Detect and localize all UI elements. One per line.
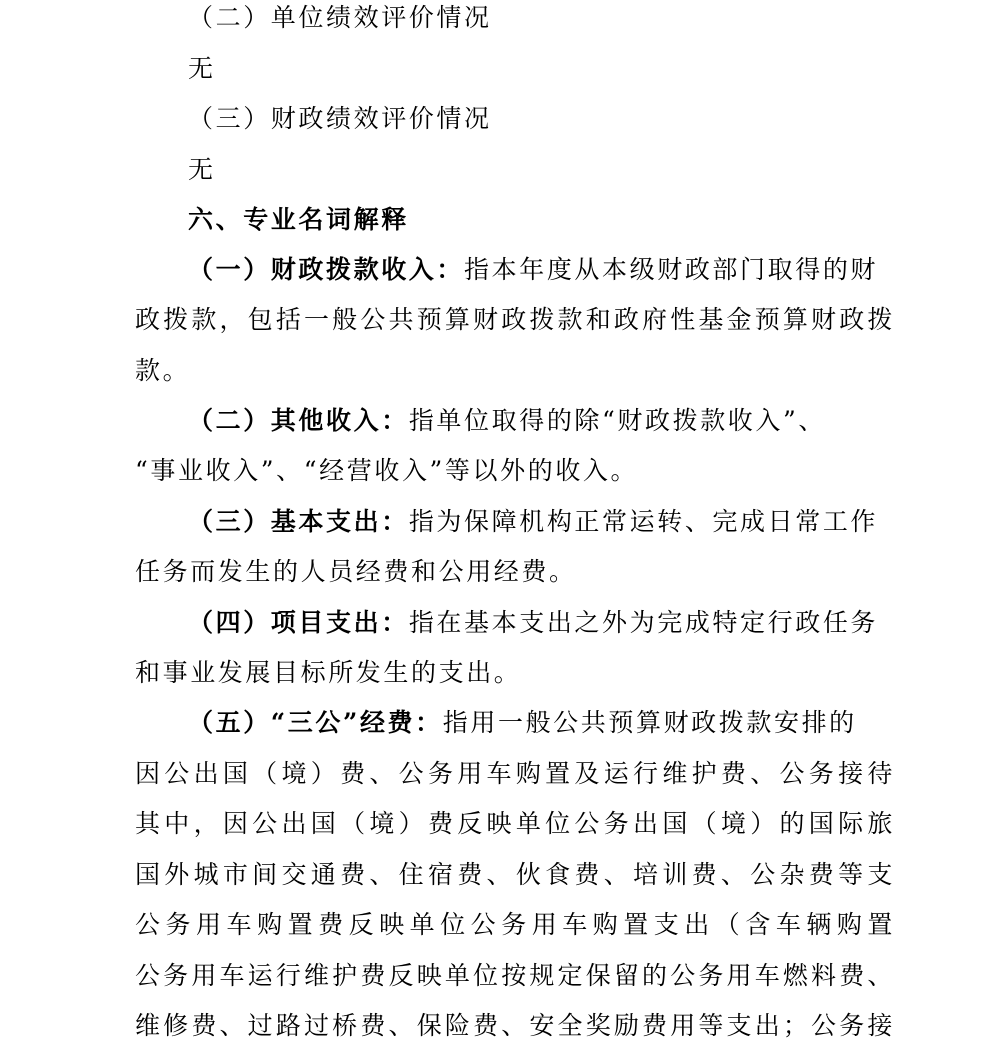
term-basic-expenditure-line-2: 任务而发生的人员经费和公用经费。 <box>135 557 577 586</box>
term-text: 指在基本支出之外为完成特定行政任务 <box>408 608 879 637</box>
term-three-public-expenses-line-2: 因公出国（境）费、公务用车购置及运行维护费、公务接待 <box>135 759 895 788</box>
section-body-fiscal-performance: 无 <box>188 155 216 184</box>
term-project-expenditure-line-2: 和事业发展目标所发生的支出。 <box>135 658 522 687</box>
term-text: 指为保障机构正常运转、完成日常工作 <box>408 507 879 536</box>
section-body-unit-performance: 无 <box>188 54 216 83</box>
term-three-public-expenses-line-7: 维修费、过路过桥费、保险费、安全奖励费用等支出；公务接 <box>135 1011 895 1040</box>
term-text: 指用一般公共预算财政拨款安排的 <box>442 708 857 737</box>
term-other-income-line-1 <box>188 404 895 438</box>
term-label: （三）基本支出： <box>188 507 409 536</box>
term-label: （四）项目支出： <box>188 608 409 637</box>
term-fiscal-appropriation-line-1 <box>188 253 895 287</box>
section-heading-unit-performance: （二）单位绩效评价情况 <box>188 3 492 32</box>
term-label: （五）“三公”经费： <box>188 708 443 737</box>
term-three-public-expenses-line-6: 公务用车运行维护费反映单位按规定保留的公务用车燃料费、 <box>135 961 895 990</box>
term-three-public-expenses-line-3: 其中，因公出国（境）费反映单位公务出国（境）的国际旅 <box>135 809 895 838</box>
section-heading-glossary: 六、专业名词解释 <box>188 205 409 234</box>
term-label: （二）其他收入： <box>188 406 409 435</box>
term-three-public-expenses-line-5: 公务用车购置费反映单位公务用车购置支出（含车辆购置 <box>135 910 895 939</box>
term-other-income-line-2: “事业收入”、“经营收入”等以外的收入。 <box>135 456 639 485</box>
term-three-public-expenses-line-1 <box>188 706 895 740</box>
term-label: （一）财政拨款收入： <box>188 255 465 284</box>
term-text: 指本年度从本级财政部门取得的财 <box>464 255 879 284</box>
term-fiscal-appropriation-line-3: 款。 <box>135 356 191 385</box>
term-project-expenditure-line-1 <box>188 606 895 640</box>
term-text: 指单位取得的除“财政拨款收入”、 <box>408 406 826 435</box>
section-heading-fiscal-performance: （三）财政绩效评价情况 <box>188 104 492 133</box>
term-fiscal-appropriation-line-2: 政拨款，包括一般公共预算财政拨款和政府性基金预算财政拨 <box>135 305 895 334</box>
term-three-public-expenses-line-4: 国外城市间交通费、住宿费、伙食费、培训费、公杂费等支 <box>135 860 895 889</box>
term-basic-expenditure-line-1 <box>188 505 895 539</box>
